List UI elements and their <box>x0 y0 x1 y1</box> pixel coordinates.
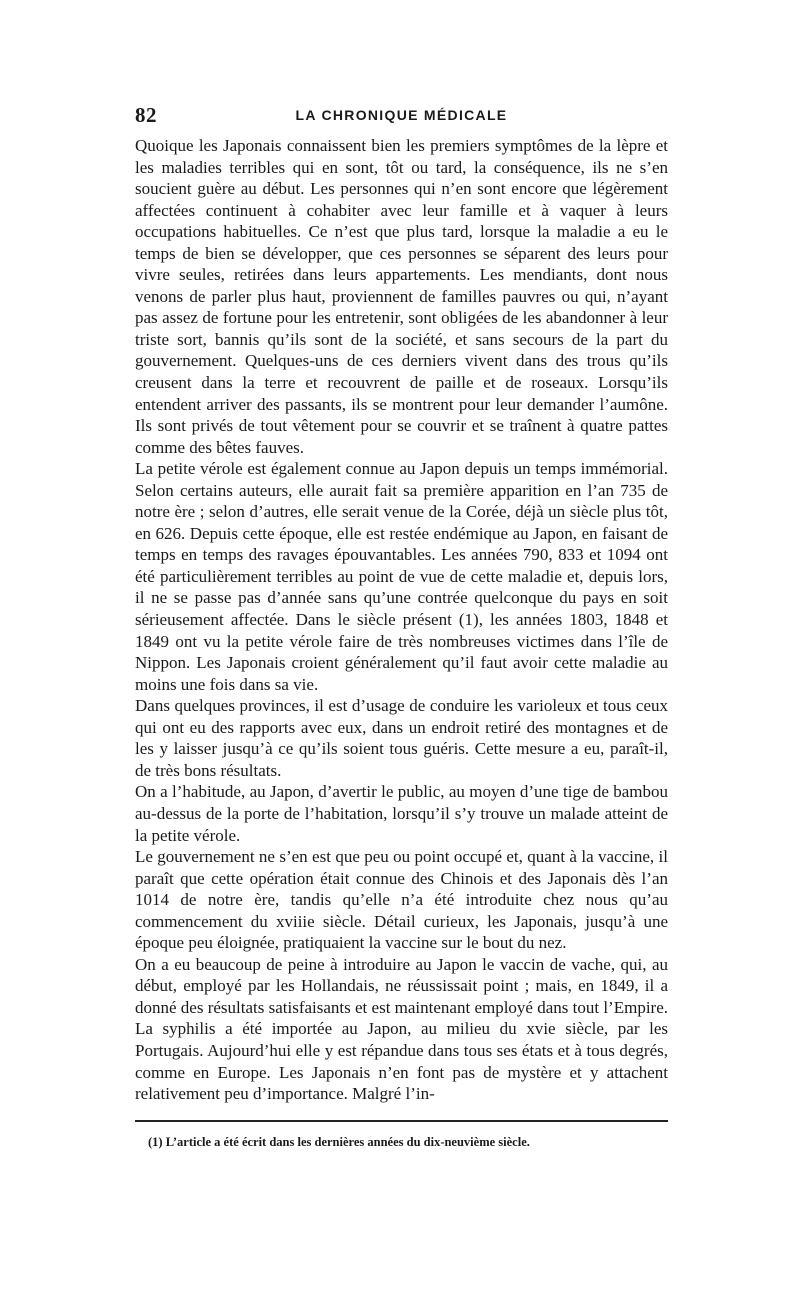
paragraph: On a eu beaucoup de peine à introduire au Japon le vaccin de vache, qui, au début, employé par les Hollandais, ne réussissait point ; mais, en 1849, il a donné des résultats satisfaisants et est maintenant employé dans tout l’Empire. <box>135 954 669 1017</box>
paragraph: La petite vérole est également connue au Japon depuis un temps immémorial. Selon certains auteurs, elle aurait fait sa première apparition en l’an 735 de notre ère ; selon d’autres, elle serait venue de la Corée, déjà un siècle plus tôt, en 626. Depuis cette époque, elle est restée endémique au Japon, en faisant de temps en temps des ravages épouvantables. Les années 790, 833 et 1094 ont été particulièrement terribles au point de vue de cette maladie et, depuis lors, il ne se passe pas d’année sans qu’une contrée quelconque du pays en soit sérieusement affectée. Dans le siècle présent (1), les années 1803, 1848 et 1849 ont vu la petite vérole faire de très nombreuses victimes dans l’île de Nippon. Les Japonais croient généralement qu’il faut avoir cette maladie au moins une fois dans sa vie. <box>135 459 668 694</box>
paragraph: Quoique les Japonais connaissent bien les premiers symptômes de la lèpre et les maladies terribles qui en sont, tôt ou tard, la conséquence, ils ne s’en soucient guère au début. Les personnes qui n’en sont encore que légèrement affectées continuent à cohabiter avec leur famille et à vaquer à leurs occupations habituelles. Ce n’est que plus tard, lorsque la maladie a eu le temps de bien se développer, que ces personnes se séparent des leurs pour vivre seules, retirées dans leurs appartements. Les mendiants, dont nous venons de parler plus haut, proviennent de familles pauvres ou qui, n’ayant pas assez de fortune pour les entretenir, sont obligées de les abandonner à leur triste sort, bannis qu’ils sont de la société, et sans secours de la part du gouvernement. Quelques-uns de ces derniers vivent dans des trous qu’ils creusent dans la terre et recouvrent de paille et de roseaux. Lorsqu’ils entendent arriver des passants, ils se montrent pour leur demander l’aumône. Ils sont privés de tout vêtement pour se couvrir et se traînent à quatre pattes comme des bêtes fauves. <box>135 136 668 457</box>
paragraph: La syphilis a été importée au Japon, au milieu du xvie siècle, par les Portugais. Aujourd’hui elle y est répandue dans tous ses états et à tous degrés, comme en Europe. Les Japonais n’en font pas de mystère et y attachent relativement peu d’importance. Malgré l’in- <box>135 1019 668 1104</box>
page-number: 82 <box>135 103 157 127</box>
body-text <box>135 135 668 1105</box>
footnote-divider <box>135 1120 668 1122</box>
paragraph: Dans quelques provinces, il est d’usage de conduire les varioleux et tous ceux qui ont eu des rapports avec eux, dans un endroit retiré des montagnes et de les y laisser jusqu’à ce qu’ils soient tous guéris. Cette mesure a eu, paraît-il, de très bons résultats. <box>135 696 668 780</box>
page-header <box>135 103 668 131</box>
paragraph: On a l’habitude, au Japon, d’avertir le public, au moyen d’une tige de bambou au-dessus de la porte de l’habitation, lorsqu’il s’y trouve un malade atteint de la petite vérole. <box>135 782 668 845</box>
footnote: (1) L’article a été écrit dans les dernières années du dix-neuvième siècle. <box>148 1135 530 1149</box>
running-title: LA CHRONIQUE MÉDICALE <box>295 107 508 123</box>
paragraph: Le gouvernement ne s’en est que peu ou point occupé et, quant à la vaccine, il paraît que cette opération était connue des Chinois et des Japonais dès l’an 1014 de notre ère, tandis qu’elle n’a été introduite chez nous qu’au commencement du xviiie siècle. Détail curieux, les Japonais, jusqu’à une époque peu éloignée, pratiquaient la vaccine sur le bout du nez. <box>135 847 668 953</box>
